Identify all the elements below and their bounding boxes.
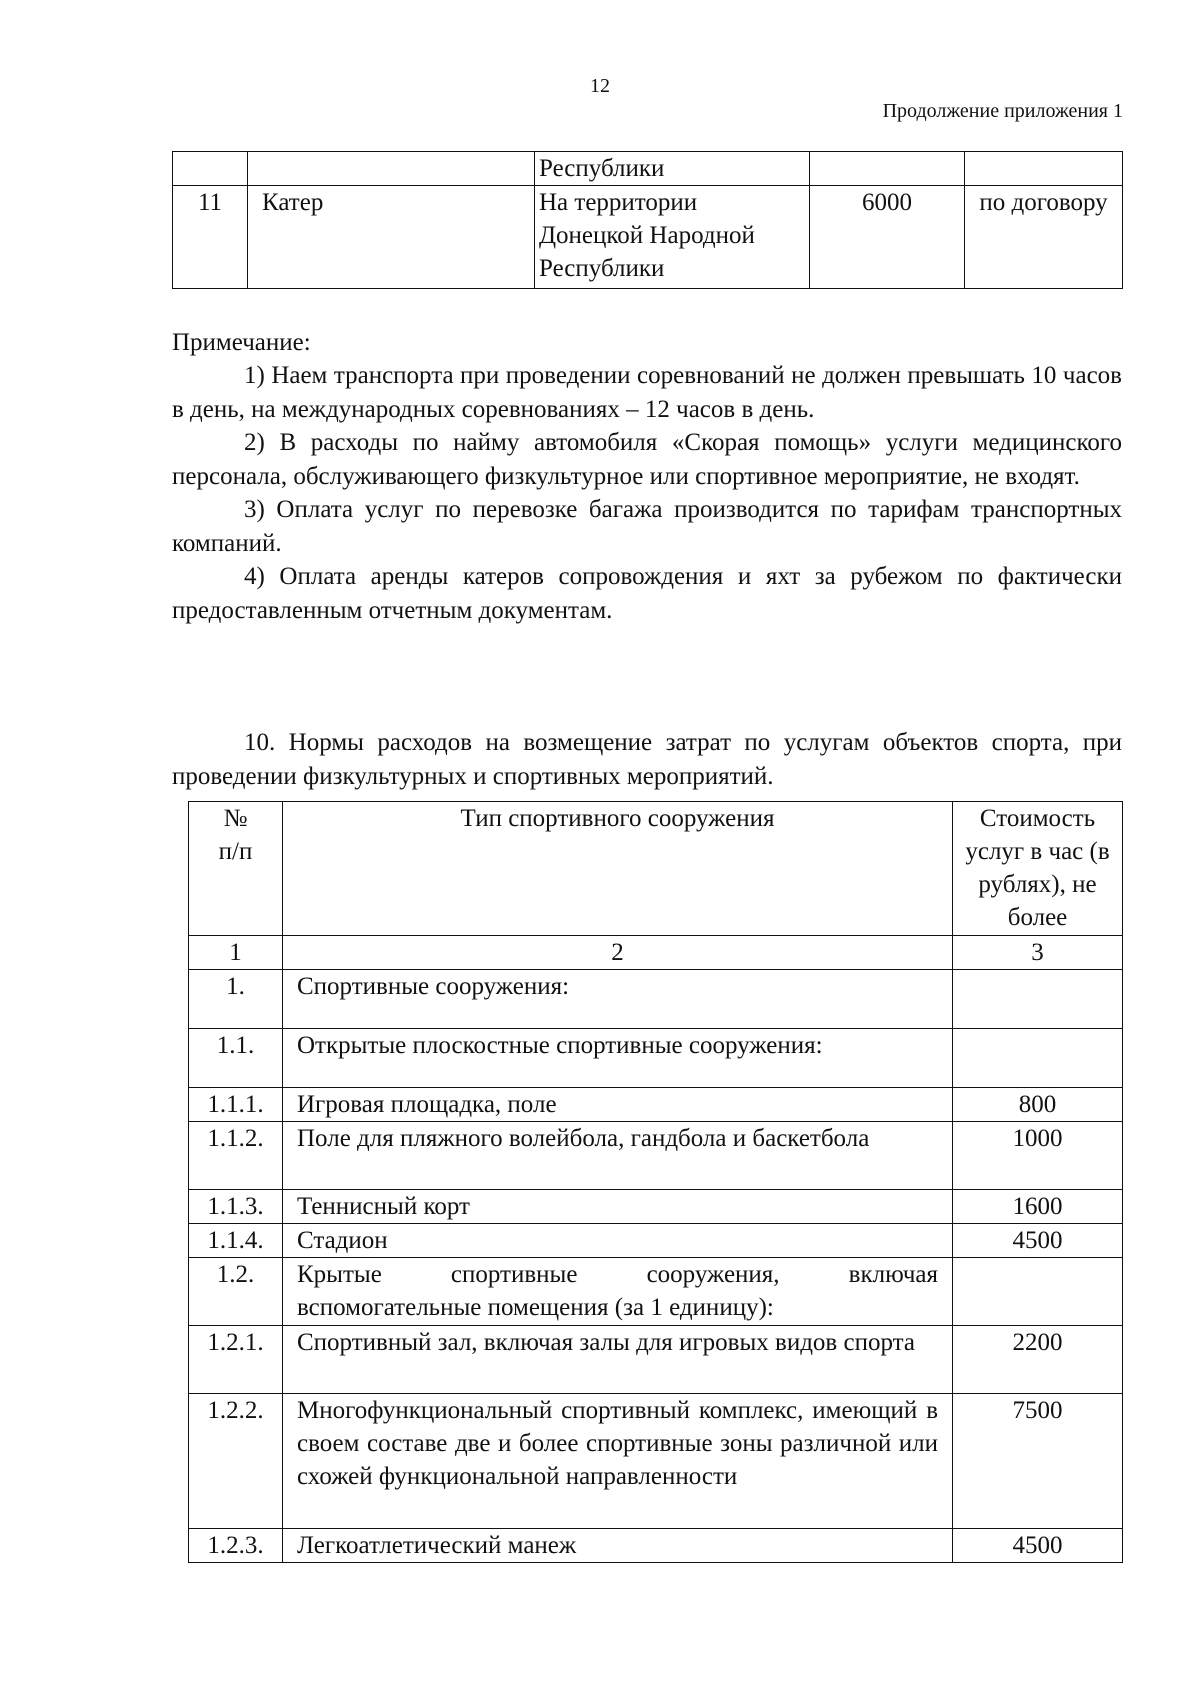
appendix-label: Продолжение приложения 1 (882, 100, 1123, 122)
notes-title: Примечание: (172, 329, 311, 356)
row-type: Стадион (283, 1224, 953, 1258)
table-row (189, 1529, 1123, 1563)
table-row (189, 1029, 1123, 1088)
row-type: Крытые спортивные сооружения, включая вспомогательные помещения (за 1 единицу): (283, 1258, 953, 1326)
table-header-row (189, 802, 1123, 936)
transport-price-cell: 6000 (810, 186, 965, 289)
table-row (189, 1394, 1123, 1529)
row-type: Легкоатлетический манеж (283, 1529, 953, 1563)
column-number: 2 (283, 936, 953, 970)
row-num: 1.2.3. (189, 1529, 283, 1563)
transport-num-cell: 11 (173, 186, 248, 289)
transport-name-cell (248, 152, 535, 186)
sport-facilities-table (188, 801, 1123, 1563)
row-type: Многофункциональный спортивный комплекс, имеющий в своем составе две и более спортивные зоны различной или схожей функциональной направленности (283, 1394, 953, 1529)
header-type: Тип спортивного сооружения (283, 802, 953, 936)
table-row (189, 1258, 1123, 1326)
note-item: 3) Оплата услуг по перевозке багажа производится по тарифам транспортных компаний. (172, 496, 1122, 557)
row-type: Открытые плоскостные спортивные сооружения: (283, 1029, 953, 1088)
row-num: 1.2.2. (189, 1394, 283, 1529)
row-price (953, 1029, 1123, 1088)
table-row (173, 186, 1123, 289)
row-price: 4500 (953, 1224, 1123, 1258)
transport-note-cell: по договору (965, 186, 1123, 289)
header-price: Стоимость услуг в час (в рублях), не более (953, 802, 1123, 936)
transport-num-cell (173, 152, 248, 186)
table-row (189, 970, 1123, 1029)
row-num: 1.1.4. (189, 1224, 283, 1258)
row-price: 1600 (953, 1190, 1123, 1224)
page-number: 12 (590, 75, 610, 97)
table-row (189, 1122, 1123, 1190)
transport-note-cell (965, 152, 1123, 186)
row-num: 1. (189, 970, 283, 1029)
row-num: 1.1. (189, 1029, 283, 1088)
transport-table (172, 151, 1123, 289)
row-num: 1.1.3. (189, 1190, 283, 1224)
row-num: 1.2.1. (189, 1326, 283, 1394)
row-num: 1.1.1. (189, 1088, 283, 1122)
row-type: Теннисный корт (283, 1190, 953, 1224)
table-row (189, 1088, 1123, 1122)
notes-list (172, 359, 1122, 627)
row-type: Спортивный зал, включая залы для игровых видов спорта (283, 1326, 953, 1394)
transport-place-cell: На территории Донецкой Народной Республики (535, 186, 810, 289)
row-num: 1.2. (189, 1258, 283, 1326)
row-type: Спортивные сооружения: (283, 970, 953, 1029)
column-number: 3 (953, 936, 1123, 970)
row-price: 4500 (953, 1529, 1123, 1563)
table-row (189, 1224, 1123, 1258)
transport-price-cell (810, 152, 965, 186)
table-row (189, 1190, 1123, 1224)
row-price: 7500 (953, 1394, 1123, 1529)
row-price: 1000 (953, 1122, 1123, 1190)
row-num: 1.1.2. (189, 1122, 283, 1190)
transport-name-cell: Катер (248, 186, 535, 289)
note-item: 2) В расходы по найму автомобиля «Скорая помощь» услуги медицинского персонала, обслуживающего физкультурное или спортивное мероприятие, не входят. (172, 429, 1122, 490)
column-number: 1 (189, 936, 283, 970)
row-price (953, 970, 1123, 1029)
transport-place-cell: Республики (535, 152, 810, 186)
row-type: Игровая площадка, поле (283, 1088, 953, 1122)
row-type: Поле для пляжного волейбола, гандбола и баскетбола (283, 1122, 953, 1190)
table-row (189, 1326, 1123, 1394)
section-heading: 10. Нормы расходов на возмещение затрат по услугам объектов спорта, при проведении физкультурных и спортивных мероприятий. (172, 729, 1122, 790)
column-number-row (189, 936, 1123, 970)
header-num: № п/п (189, 802, 283, 936)
row-price (953, 1258, 1123, 1326)
note-item: 4) Оплата аренды катеров сопровождения и яхт за рубежом по фактически предоставленным отчетным документам. (172, 563, 1122, 624)
note-item: 1) Наем транспорта при проведении соревнований не должен превышать 10 часов в день, на международных соревнованиях – 12 часов в день. (172, 362, 1122, 423)
table-row (173, 152, 1123, 186)
row-price: 800 (953, 1088, 1123, 1122)
row-price: 2200 (953, 1326, 1123, 1394)
